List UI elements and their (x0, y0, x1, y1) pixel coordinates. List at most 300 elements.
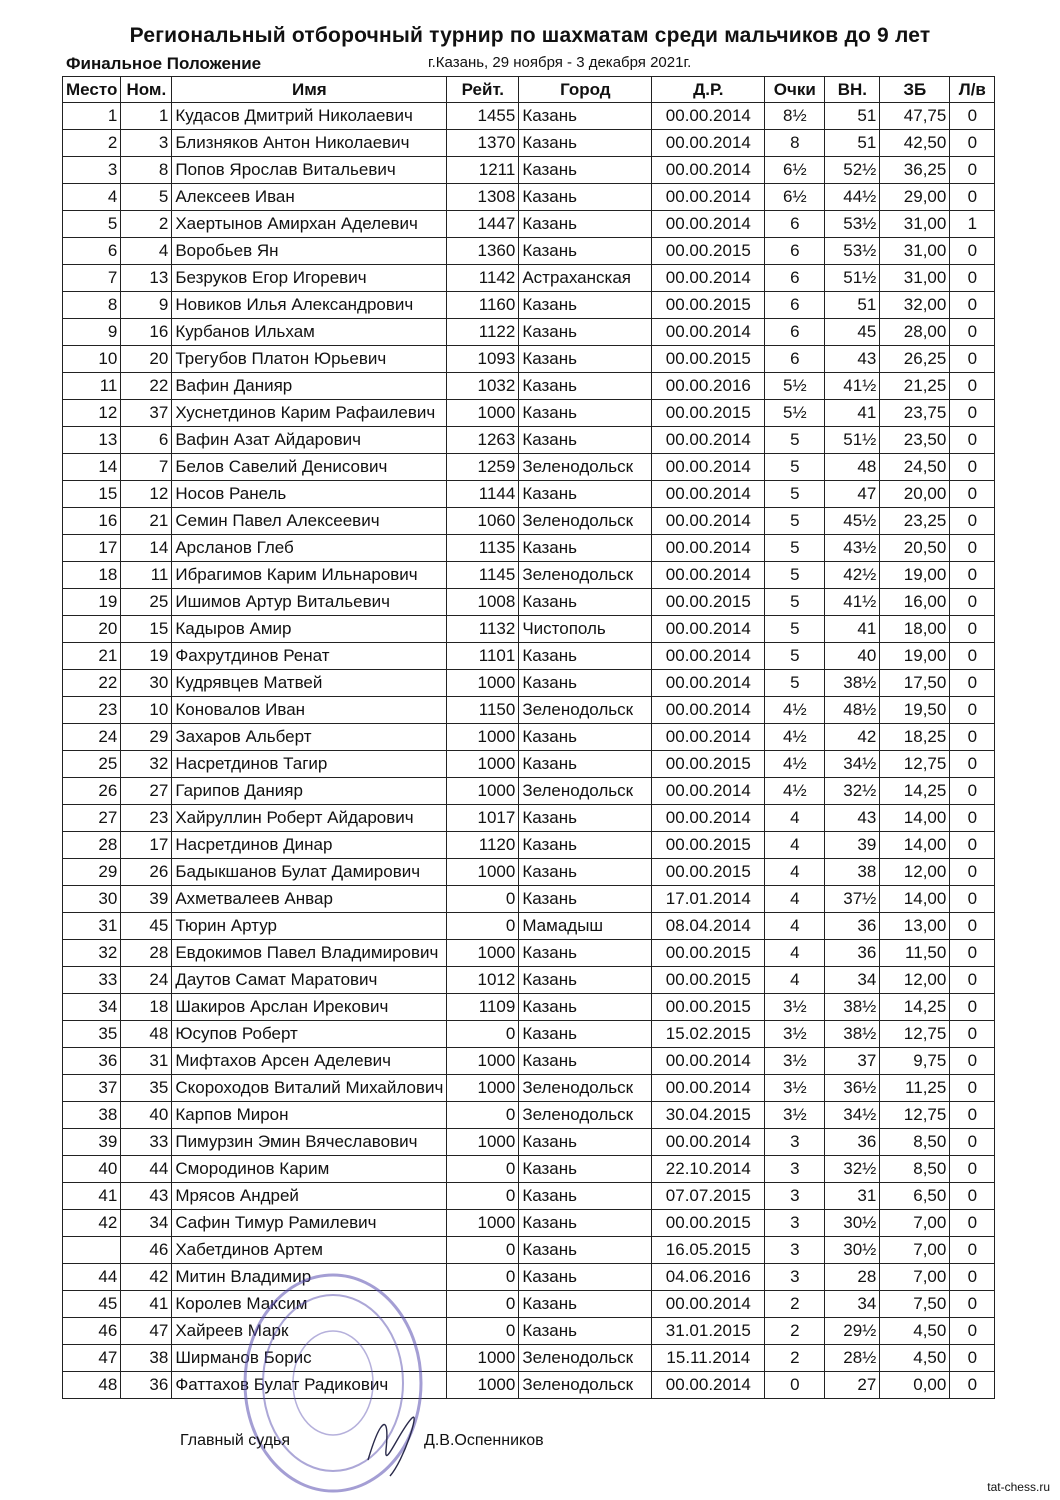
cell-city: Казань (519, 805, 652, 832)
cell-sb: 12,75 (880, 1102, 950, 1129)
cell-buchholz: 32½ (825, 778, 880, 805)
cell-place: 3 (63, 157, 121, 184)
table-row (63, 535, 995, 562)
cell-lv: 0 (950, 1345, 995, 1372)
cell-city: Казань (519, 184, 652, 211)
cell-sb: 23,25 (880, 508, 950, 535)
cell-place: 9 (63, 319, 121, 346)
cell-place: 37 (63, 1075, 121, 1102)
cell-name: Юсупов Роберт (172, 1021, 447, 1048)
cell-lv: 0 (950, 130, 995, 157)
cell-place: 38 (63, 1102, 121, 1129)
cell-name: Шакиров Арслан Ирекович (172, 994, 447, 1021)
table-row (63, 1318, 995, 1345)
cell-sb: 7,00 (880, 1210, 950, 1237)
col-header-lv: Л/в (950, 77, 995, 103)
cell-place: 11 (63, 373, 121, 400)
cell-rating: 1000 (447, 670, 519, 697)
cell-place: 6 (63, 238, 121, 265)
cell-number: 20 (121, 346, 172, 373)
cell-birthdate: 00.00.2014 (652, 1048, 765, 1075)
cell-birthdate: 00.00.2014 (652, 697, 765, 724)
cell-points: 4 (765, 859, 825, 886)
cell-buchholz: 52½ (825, 157, 880, 184)
cell-buchholz: 45 (825, 319, 880, 346)
cell-lv: 0 (950, 913, 995, 940)
cell-number: 31 (121, 1048, 172, 1075)
cell-birthdate: 00.00.2014 (652, 1291, 765, 1318)
cell-rating: 1142 (447, 265, 519, 292)
cell-number: 26 (121, 859, 172, 886)
cell-buchholz: 34½ (825, 1102, 880, 1129)
cell-place: 7 (63, 265, 121, 292)
cell-city: Казань (519, 1210, 652, 1237)
cell-rating: 1093 (447, 346, 519, 373)
table-row (63, 967, 995, 994)
cell-buchholz: 53½ (825, 238, 880, 265)
col-header-sb: ЗБ (880, 77, 950, 103)
cell-birthdate: 15.11.2014 (652, 1345, 765, 1372)
cell-name: Смородинов Карим (172, 1156, 447, 1183)
cell-place: 4 (63, 184, 121, 211)
cell-points: 4 (765, 886, 825, 913)
cell-place: 30 (63, 886, 121, 913)
cell-name: Пимурзин Эмин Вячеславович (172, 1129, 447, 1156)
cell-name: Ишимов Артур Витальевич (172, 589, 447, 616)
cell-city: Казань (519, 427, 652, 454)
cell-rating: 0 (447, 1156, 519, 1183)
cell-buchholz: 43 (825, 805, 880, 832)
cell-number: 38 (121, 1345, 172, 1372)
cell-name: Коновалов Иван (172, 697, 447, 724)
cell-points: 5 (765, 508, 825, 535)
cell-name: Насретдинов Тагир (172, 751, 447, 778)
cell-name: Фаттахов Булат Радикович (172, 1372, 447, 1399)
cell-rating: 1000 (447, 1048, 519, 1075)
cell-buchholz: 32½ (825, 1156, 880, 1183)
cell-place: 34 (63, 994, 121, 1021)
cell-number: 23 (121, 805, 172, 832)
cell-sb: 31,00 (880, 211, 950, 238)
cell-sb: 16,00 (880, 589, 950, 616)
cell-buchholz: 36 (825, 1129, 880, 1156)
cell-number: 24 (121, 967, 172, 994)
cell-lv: 0 (950, 967, 995, 994)
cell-sb: 12,00 (880, 859, 950, 886)
cell-city: Казань (519, 157, 652, 184)
cell-place: 18 (63, 562, 121, 589)
cell-lv: 1 (950, 211, 995, 238)
cell-lv: 0 (950, 1291, 995, 1318)
table-row (63, 1210, 995, 1237)
cell-city: Казань (519, 1237, 652, 1264)
cell-sb: 23,50 (880, 427, 950, 454)
cell-sb: 36,25 (880, 157, 950, 184)
cell-city: Казань (519, 724, 652, 751)
cell-birthdate: 00.00.2015 (652, 940, 765, 967)
cell-sb: 17,50 (880, 670, 950, 697)
cell-number: 22 (121, 373, 172, 400)
cell-rating: 1447 (447, 211, 519, 238)
cell-birthdate: 00.00.2016 (652, 373, 765, 400)
table-row (63, 805, 995, 832)
cell-name: Семин Павел Алексеевич (172, 508, 447, 535)
cell-buchholz: 41 (825, 616, 880, 643)
cell-sb: 21,25 (880, 373, 950, 400)
cell-buchholz: 53½ (825, 211, 880, 238)
cell-number: 11 (121, 562, 172, 589)
cell-name: Бадыкшанов Булат Дамирович (172, 859, 447, 886)
site-watermark: tat-chess.ru (987, 1480, 1050, 1494)
cell-place: 31 (63, 913, 121, 940)
cell-lv: 0 (950, 697, 995, 724)
cell-city: Казань (519, 886, 652, 913)
cell-number: 46 (121, 1237, 172, 1264)
cell-name: Хабетдинов Артем (172, 1237, 447, 1264)
col-header-rating: Рейт. (447, 77, 519, 103)
cell-place: 1 (63, 103, 121, 130)
cell-name: Ибрагимов Карим Ильнарович (172, 562, 447, 589)
cell-number: 13 (121, 265, 172, 292)
cell-lv: 0 (950, 508, 995, 535)
cell-city: Казань (519, 967, 652, 994)
cell-birthdate: 00.00.2014 (652, 805, 765, 832)
cell-number: 27 (121, 778, 172, 805)
cell-lv: 0 (950, 616, 995, 643)
cell-rating: 1101 (447, 643, 519, 670)
cell-rating: 1455 (447, 103, 519, 130)
cell-points: 6½ (765, 157, 825, 184)
cell-name: Ширманов Борис (172, 1345, 447, 1372)
cell-city: Зеленодольск (519, 1102, 652, 1129)
cell-sb: 4,50 (880, 1345, 950, 1372)
cell-sb: 31,00 (880, 238, 950, 265)
cell-rating: 1360 (447, 238, 519, 265)
cell-name: Хуснетдинов Карим Рафаилевич (172, 400, 447, 427)
cell-place: 40 (63, 1156, 121, 1183)
col-header-num: Ном. (121, 77, 172, 103)
cell-birthdate: 00.00.2014 (652, 535, 765, 562)
cell-buchholz: 27 (825, 1372, 880, 1399)
cell-sb: 12,00 (880, 967, 950, 994)
cell-points: 5 (765, 427, 825, 454)
cell-birthdate: 00.00.2014 (652, 562, 765, 589)
cell-buchholz: 36 (825, 940, 880, 967)
cell-number: 30 (121, 670, 172, 697)
cell-name: Мрясов Андрей (172, 1183, 447, 1210)
cell-points: 4½ (765, 778, 825, 805)
cell-rating: 1150 (447, 697, 519, 724)
cell-number: 43 (121, 1183, 172, 1210)
cell-lv: 0 (950, 184, 995, 211)
cell-city: Казань (519, 751, 652, 778)
table-row (63, 1129, 995, 1156)
table-row (63, 319, 995, 346)
cell-points: 5 (765, 589, 825, 616)
table-row (63, 886, 995, 913)
cell-number: 39 (121, 886, 172, 913)
table-row (63, 373, 995, 400)
cell-lv: 0 (950, 751, 995, 778)
cell-buchholz: 51 (825, 130, 880, 157)
cell-city: Казань (519, 400, 652, 427)
cell-name: Скороходов Виталий Михайлович (172, 1075, 447, 1102)
cell-place (63, 1237, 121, 1264)
cell-birthdate: 00.00.2015 (652, 292, 765, 319)
place-and-date: г.Казань, 29 ноября - 3 декабря 2021г. (428, 54, 692, 71)
cell-buchholz: 48 (825, 454, 880, 481)
cell-place: 47 (63, 1345, 121, 1372)
cell-city: Казань (519, 373, 652, 400)
cell-birthdate: 08.04.2014 (652, 913, 765, 940)
cell-points: 3½ (765, 1075, 825, 1102)
cell-sb: 12,75 (880, 1021, 950, 1048)
cell-sb: 14,00 (880, 886, 950, 913)
cell-city: Чистополь (519, 616, 652, 643)
table-row (63, 1372, 995, 1399)
cell-birthdate: 00.00.2014 (652, 643, 765, 670)
cell-points: 5 (765, 454, 825, 481)
cell-lv: 0 (950, 346, 995, 373)
cell-name: Трегубов Платон Юрьевич (172, 346, 447, 373)
cell-lv: 0 (950, 670, 995, 697)
table-row (63, 508, 995, 535)
cell-lv: 0 (950, 1156, 995, 1183)
cell-points: 4 (765, 967, 825, 994)
table-row (63, 751, 995, 778)
cell-sb: 11,50 (880, 940, 950, 967)
cell-points: 6 (765, 319, 825, 346)
col-header-points: Очки (765, 77, 825, 103)
cell-city: Астраханская (519, 265, 652, 292)
cell-buchholz: 40 (825, 643, 880, 670)
cell-lv: 0 (950, 1237, 995, 1264)
cell-number: 45 (121, 913, 172, 940)
cell-place: 21 (63, 643, 121, 670)
cell-name: Носов Ранель (172, 481, 447, 508)
table-row (63, 1048, 995, 1075)
cell-number: 7 (121, 454, 172, 481)
cell-rating: 1000 (447, 940, 519, 967)
cell-city: Казань (519, 346, 652, 373)
cell-buchholz: 37 (825, 1048, 880, 1075)
cell-name: Карпов Мирон (172, 1102, 447, 1129)
cell-city: Зеленодольск (519, 508, 652, 535)
cell-name: Ахметвалеев Анвар (172, 886, 447, 913)
cell-lv: 0 (950, 1318, 995, 1345)
table-row (63, 481, 995, 508)
table-header-row (63, 77, 995, 103)
cell-number: 40 (121, 1102, 172, 1129)
cell-name: Гарипов Данияр (172, 778, 447, 805)
cell-sb: 0,00 (880, 1372, 950, 1399)
cell-birthdate: 00.00.2014 (652, 103, 765, 130)
cell-rating: 1308 (447, 184, 519, 211)
cell-name: Курбанов Ильхам (172, 319, 447, 346)
cell-rating: 1135 (447, 535, 519, 562)
cell-city: Казань (519, 535, 652, 562)
cell-number: 47 (121, 1318, 172, 1345)
cell-buchholz: 41 (825, 400, 880, 427)
cell-lv: 0 (950, 886, 995, 913)
cell-points: 4½ (765, 724, 825, 751)
cell-sb: 14,25 (880, 778, 950, 805)
cell-number: 2 (121, 211, 172, 238)
cell-buchholz: 41½ (825, 589, 880, 616)
cell-points: 6 (765, 211, 825, 238)
table-row (63, 346, 995, 373)
cell-name: Вафин Данияр (172, 373, 447, 400)
cell-sb: 11,25 (880, 1075, 950, 1102)
cell-name: Безруков Егор Игоревич (172, 265, 447, 292)
cell-buchholz: 43½ (825, 535, 880, 562)
cell-city: Зеленодольск (519, 454, 652, 481)
cell-sb: 23,75 (880, 400, 950, 427)
cell-rating: 1060 (447, 508, 519, 535)
cell-place: 32 (63, 940, 121, 967)
cell-birthdate: 00.00.2015 (652, 751, 765, 778)
cell-points: 6 (765, 238, 825, 265)
cell-buchholz: 30½ (825, 1210, 880, 1237)
cell-sb: 24,50 (880, 454, 950, 481)
table-row (63, 184, 995, 211)
cell-lv: 0 (950, 1102, 995, 1129)
cell-buchholz: 45½ (825, 508, 880, 535)
cell-rating: 0 (447, 1183, 519, 1210)
cell-city: Казань (519, 994, 652, 1021)
results-table (62, 76, 995, 1399)
cell-lv: 0 (950, 940, 995, 967)
cell-city: Казань (519, 211, 652, 238)
cell-city: Казань (519, 1021, 652, 1048)
cell-place: 48 (63, 1372, 121, 1399)
cell-lv: 0 (950, 319, 995, 346)
cell-name: Кудрявцев Матвей (172, 670, 447, 697)
table-row (63, 454, 995, 481)
cell-number: 32 (121, 751, 172, 778)
cell-number: 1 (121, 103, 172, 130)
cell-lv: 0 (950, 778, 995, 805)
cell-sb: 13,00 (880, 913, 950, 940)
cell-number: 36 (121, 1372, 172, 1399)
cell-rating: 1000 (447, 1129, 519, 1156)
cell-city: Казань (519, 1291, 652, 1318)
col-header-dob: Д.Р. (652, 77, 765, 103)
cell-name: Митин Владимир (172, 1264, 447, 1291)
cell-sb: 32,00 (880, 292, 950, 319)
cell-birthdate: 00.00.2015 (652, 400, 765, 427)
cell-sb: 19,50 (880, 697, 950, 724)
cell-city: Мамадыш (519, 913, 652, 940)
cell-buchholz: 38½ (825, 670, 880, 697)
cell-sb: 18,25 (880, 724, 950, 751)
cell-city: Казань (519, 643, 652, 670)
cell-rating: 1120 (447, 832, 519, 859)
cell-points: 3½ (765, 1048, 825, 1075)
cell-city: Казань (519, 859, 652, 886)
cell-points: 6 (765, 346, 825, 373)
cell-rating: 1000 (447, 751, 519, 778)
cell-rating: 1000 (447, 400, 519, 427)
cell-rating: 1259 (447, 454, 519, 481)
table-row (63, 778, 995, 805)
cell-points: 3 (765, 1129, 825, 1156)
cell-sb: 42,50 (880, 130, 950, 157)
chief-judge-label: Главный судья (180, 1432, 291, 1449)
cell-birthdate: 00.00.2014 (652, 724, 765, 751)
cell-number: 18 (121, 994, 172, 1021)
cell-buchholz: 38½ (825, 994, 880, 1021)
cell-lv: 0 (950, 238, 995, 265)
cell-place: 42 (63, 1210, 121, 1237)
cell-sb: 31,00 (880, 265, 950, 292)
cell-points: 5 (765, 670, 825, 697)
table-row (63, 427, 995, 454)
table-row (63, 1291, 995, 1318)
cell-points: 3 (765, 1264, 825, 1291)
cell-city: Казань (519, 130, 652, 157)
col-header-place: Место (63, 77, 121, 103)
cell-birthdate: 00.00.2015 (652, 346, 765, 373)
cell-sb: 20,00 (880, 481, 950, 508)
cell-place: 8 (63, 292, 121, 319)
cell-city: Казань (519, 670, 652, 697)
cell-buchholz: 51 (825, 103, 880, 130)
table-row (63, 994, 995, 1021)
table-row (63, 157, 995, 184)
cell-sb: 4,50 (880, 1318, 950, 1345)
cell-buchholz: 38 (825, 859, 880, 886)
cell-buchholz: 34 (825, 967, 880, 994)
cell-rating: 1109 (447, 994, 519, 1021)
cell-name: Новиков Илья Александрович (172, 292, 447, 319)
cell-rating: 1032 (447, 373, 519, 400)
cell-buchholz: 28 (825, 1264, 880, 1291)
cell-points: 6½ (765, 184, 825, 211)
cell-name: Насретдинов Динар (172, 832, 447, 859)
cell-rating: 1008 (447, 589, 519, 616)
cell-rating: 1012 (447, 967, 519, 994)
cell-points: 2 (765, 1291, 825, 1318)
cell-lv: 0 (950, 481, 995, 508)
cell-buchholz: 51½ (825, 427, 880, 454)
cell-lv: 0 (950, 427, 995, 454)
cell-lv: 0 (950, 1048, 995, 1075)
cell-lv: 0 (950, 562, 995, 589)
cell-birthdate: 00.00.2015 (652, 589, 765, 616)
cell-rating: 1263 (447, 427, 519, 454)
cell-lv: 0 (950, 832, 995, 859)
cell-birthdate: 00.00.2014 (652, 157, 765, 184)
cell-buchholz: 38½ (825, 1021, 880, 1048)
table-body (63, 103, 995, 1399)
cell-birthdate: 00.00.2014 (652, 1129, 765, 1156)
cell-birthdate: 00.00.2014 (652, 319, 765, 346)
cell-rating: 1145 (447, 562, 519, 589)
cell-rating: 1000 (447, 1210, 519, 1237)
table-row (63, 940, 995, 967)
cell-rating: 0 (447, 1237, 519, 1264)
cell-sb: 20,50 (880, 535, 950, 562)
cell-city: Казань (519, 103, 652, 130)
cell-lv: 0 (950, 1372, 995, 1399)
table-row (63, 1264, 995, 1291)
cell-name: Арсланов Глеб (172, 535, 447, 562)
cell-birthdate: 00.00.2014 (652, 481, 765, 508)
cell-number: 25 (121, 589, 172, 616)
cell-lv: 0 (950, 589, 995, 616)
table-row (63, 859, 995, 886)
